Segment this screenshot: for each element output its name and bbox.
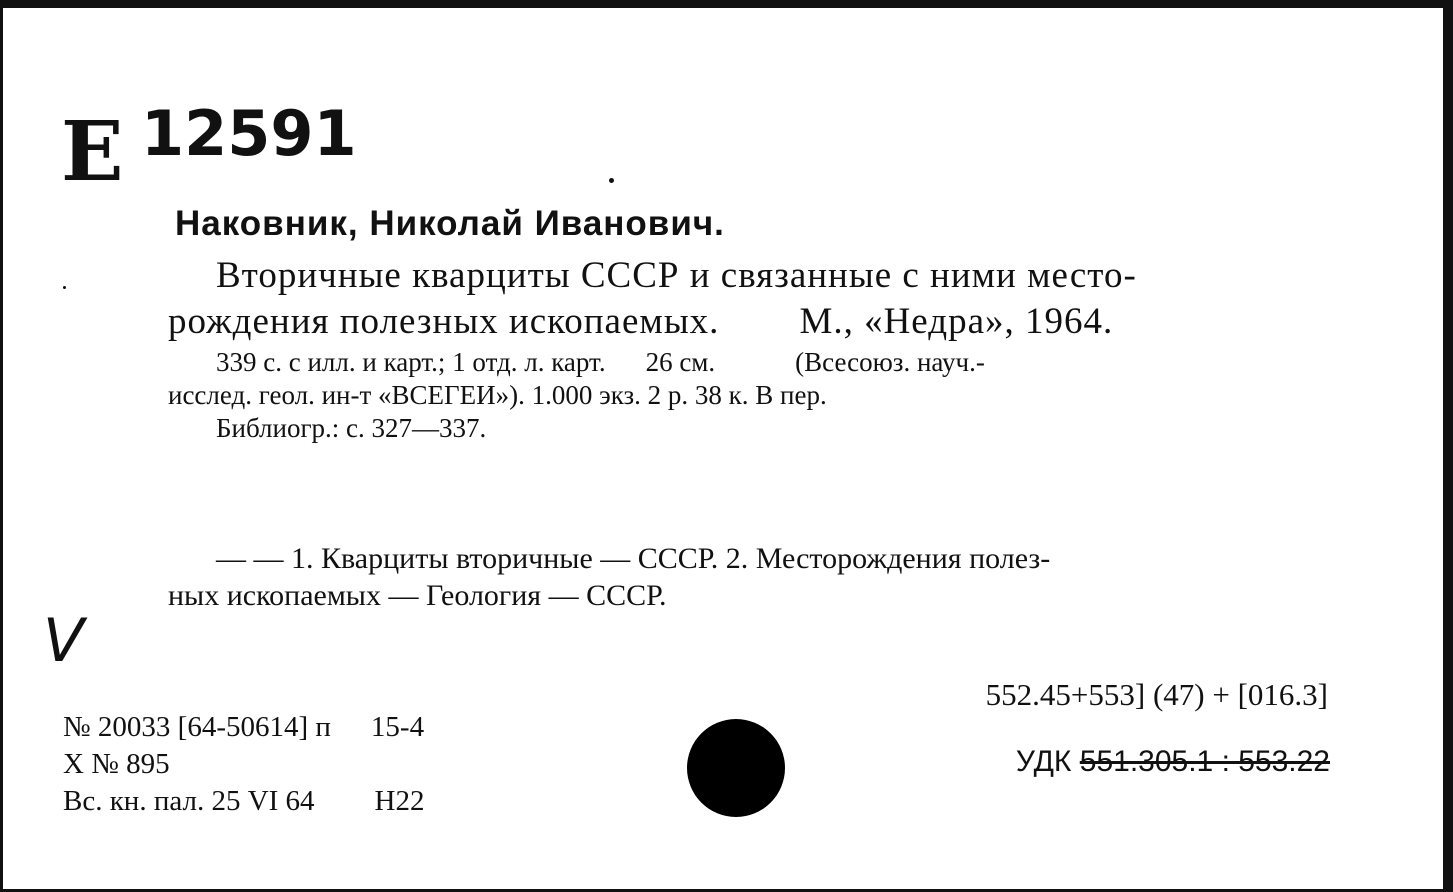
call-number: 12591	[141, 97, 357, 170]
bbk-classification: 552.45+553] (47) + [016.3]	[985, 677, 1328, 712]
card-right-edge	[1443, 3, 1450, 889]
print-info-line-3	[63, 783, 425, 820]
chamber-date: Вс. кн. пал. 25 VI 64	[63, 785, 315, 817]
collation-line-2: исслед. геол. ин-т «ВСЕГЕИ»). 1.000 экз. 2 р. 38 к. В пер.	[168, 380, 827, 410]
card-number: [64-50614] п	[177, 711, 331, 743]
subject-headings	[168, 540, 1348, 614]
handwritten-mark: V	[43, 606, 85, 676]
call-letter: Е	[61, 104, 124, 200]
bibliography-note: Библиогр.: с. 327—337.	[216, 413, 487, 443]
print-info-line-1	[63, 709, 425, 746]
author-heading: Наковник, Николай Иванович.	[175, 204, 725, 243]
udk-code: 551.305.1 : 553.22	[1079, 745, 1330, 778]
subject-line-2: ных ископаемых — Геология — СССР.	[168, 579, 667, 612]
collation	[168, 346, 1348, 445]
ink-speck	[609, 178, 614, 183]
dimensions: 26 см.	[645, 347, 716, 377]
order-number: № 20033	[63, 711, 171, 743]
print-info-line-2: Х № 895	[63, 748, 170, 780]
title-line-2	[168, 299, 1343, 345]
pagination: 339 с. с илл. и карт.; 1 отд. л. карт.	[216, 347, 606, 377]
print-code: Н22	[374, 785, 425, 817]
ink-speck	[63, 286, 66, 289]
title-line-1: Вторичные кварциты СССР и связанные с ними место-	[216, 255, 1137, 296]
print-info	[63, 709, 425, 820]
title-block	[168, 253, 1343, 345]
udk-label: УДК	[1015, 745, 1072, 778]
udk-classification	[1016, 745, 1330, 779]
collation-line-1	[168, 346, 1348, 379]
card-top-edge	[3, 3, 1450, 8]
publication-info: М., «Недра», 1964.	[799, 301, 1114, 342]
subject-line-1: — — 1. Кварциты вторичные — СССР. 2. Месторождения полез-	[216, 542, 1051, 575]
title-text: рождения полезных ископаемых.	[168, 301, 720, 342]
price-code: 15-4	[370, 711, 425, 743]
card-hole	[687, 719, 785, 817]
series-note: (Всесоюз. науч.-	[795, 347, 985, 377]
